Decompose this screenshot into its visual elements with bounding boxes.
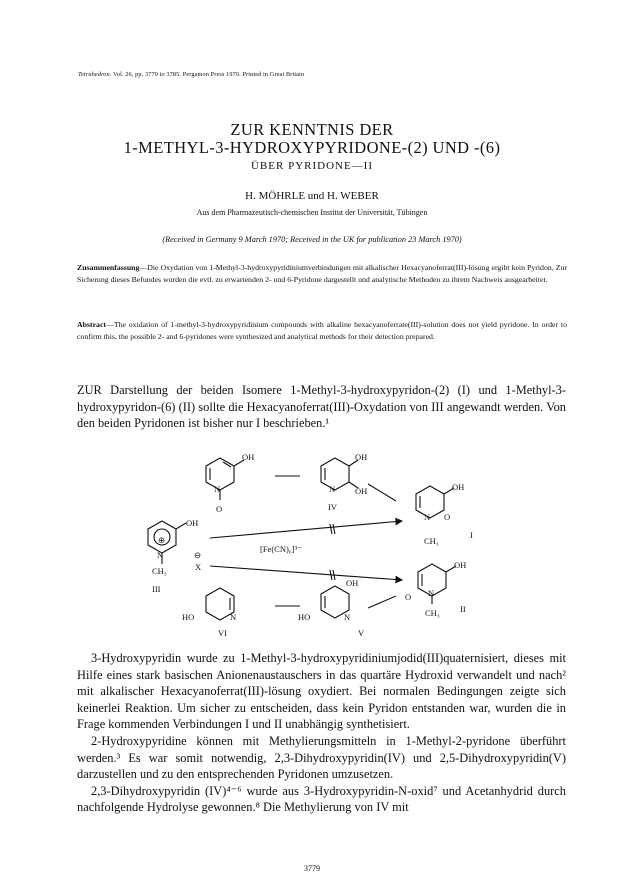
scheme-atom: N <box>329 484 336 494</box>
arrow-iii-to-ii <box>210 566 402 580</box>
scheme-atom: OH <box>452 482 465 492</box>
scheme-atom: OH <box>355 452 368 462</box>
journal-header <box>78 71 304 78</box>
abstract <box>77 319 567 343</box>
scheme-label-ii: II <box>460 604 466 614</box>
scheme-atom: O <box>444 512 451 522</box>
scheme-atom: N <box>214 484 221 494</box>
received-dates: (Received in Germany 9 March 1970; Received in the UK for publication 23 March 1970) <box>162 235 462 244</box>
journal-name: Tetrahedron. <box>78 71 112 78</box>
scheme-label-vi: VI <box>218 628 227 638</box>
authors: H. MÖHRLE und H. WEBER <box>245 190 379 202</box>
affiliation: Aus dem Pharmazeutisch-chemischen Institut der Universität, Tübingen <box>196 208 428 217</box>
scheme-atom: OH <box>454 560 467 570</box>
scheme-atom: HO <box>298 612 311 622</box>
paragraph-2: 3-Hydroxypyridin wurde zu 1-Methyl-3-hydroxypyridiniumjodid(III)quaternisiert, dieses mit Hilfe eines stark basischen Anionenaustauschers in das quartäre Hydroxid verwandelt und nach² mit alkalischer Hexacyanoferrat(III)-lösung oxydiert. Bei normalen Bedingungen zeigte sich keinerlei Reaktion. Um sicher zu entscheiden, dass kein Pyridon entstanden war, wurden die in Frage kommenden Verbindungen I und II unabhängig synthetisiert. <box>77 651 566 732</box>
scheme-atom: OH <box>355 486 368 496</box>
scheme-atom: N <box>157 550 164 560</box>
page-number: 3779 <box>304 864 320 873</box>
journal-citation: Vol. 26, pp. 3779 to 3785. Pergamon Press 1970. Printed in Great Britain <box>113 71 305 78</box>
scheme-atom: ⊕ <box>158 535 166 545</box>
title-line-2: 1-METHYL-3-HYDROXYPYRIDONE-(2) UND -(6) <box>123 138 501 157</box>
paragraph-text: ZUR Darstellung der beiden Isomere 1-Methyl-3-hydroxypyridon-(2) (I) und 1-Methyl-3-hydroxypyridon-(6) (II) sollte die Hexacyanoferrat(III)-Oxydation von III angewandt werden. Von den beiden Pyridonen ist bisher nur I beschrieben.¹ <box>77 383 566 431</box>
scheme-label-i: I <box>470 530 473 540</box>
title-line-1: ZUR KENNTNIS DER <box>230 120 394 139</box>
body-paragraphs <box>77 650 566 816</box>
subtitle: ÜBER PYRIDONE—II <box>250 160 374 172</box>
scheme-label-v: V <box>358 628 365 638</box>
scheme-label-iv: IV <box>328 502 337 512</box>
scheme-atom: O <box>216 504 223 514</box>
zusammenfassung-label: Zusammenfassung <box>77 263 140 272</box>
scheme-atom: CH₃ <box>152 566 167 576</box>
scheme-atom: OH <box>186 518 199 528</box>
scheme-reagent: [Fe(CN)₆]³⁻ <box>260 544 302 554</box>
arrow-v-to-ii <box>368 596 396 608</box>
paragraph-1 <box>77 382 566 432</box>
scheme-atom: O <box>405 592 412 602</box>
abstract-text: —The oxidation of 1-methyl-3-hydroxypyridinium compounds with alkaline hexacyanoferrate(III)-solution does not yield pyridone. In order to confirm this, the possible 2- and 6-pyridones were synthesized and analytical methods for their detection prepared. <box>77 320 567 341</box>
scheme-atom: OH <box>242 452 255 462</box>
scheme-atom: ⊖ <box>194 550 202 560</box>
paragraph-3: 2-Hydroxypyridine können mit Methylierungsmitteln in 1-Methyl-2-pyridone überführt werden.³ Es war somit notwendig, 2,3-Dihydroxypyridin(IV) und 2,5-Dihydroxypyridin(V) darzustellen und zu den entsprechenden Pyridonen umzusetzen. <box>77 733 566 782</box>
scheme-atom: X <box>195 562 202 572</box>
scheme-atom: CH₃ <box>425 608 440 618</box>
arrow-iii-to-i <box>210 521 402 538</box>
paragraph-4: 2,3-Dihydroxypyridin (IV)⁴⁻⁶ wurde aus 3-Hydroxypyridin-N-oxid⁷ und Acetanhydrid durch nachfolgende Hydrolyse gewonnen.⁸ Die Methylierung von IV mit <box>77 783 566 815</box>
zusammenfassung-text: —Die Oxydation von 1-Methyl-3-hydroxypyridiniumverbindungen mit alkalischer Hexacyanoferrat(III)-lösung ergibt kein Pyridon. Zur Sicherung dieses Befundes wurden die evtl. zu erwartenden 2- und 6-Pyridone dargestellt und analytische Methoden zu ihrem Nachweis ausgearbeitet. <box>77 263 567 284</box>
scheme-atom: N <box>428 588 435 598</box>
scheme-atom: CH₃ <box>424 536 439 546</box>
zusammenfassung <box>77 262 567 286</box>
scheme-atom: N <box>230 612 237 622</box>
reaction-scheme <box>140 446 500 646</box>
scheme-atom: OH <box>346 578 359 588</box>
scheme-label-iii: III <box>152 584 161 594</box>
abstract-label: Abstract <box>77 320 107 329</box>
scheme-atom: N <box>424 512 431 522</box>
scheme-atom: N <box>344 612 351 622</box>
scheme-atom: HO <box>182 612 195 622</box>
arrow-iv-to-i <box>368 484 396 501</box>
